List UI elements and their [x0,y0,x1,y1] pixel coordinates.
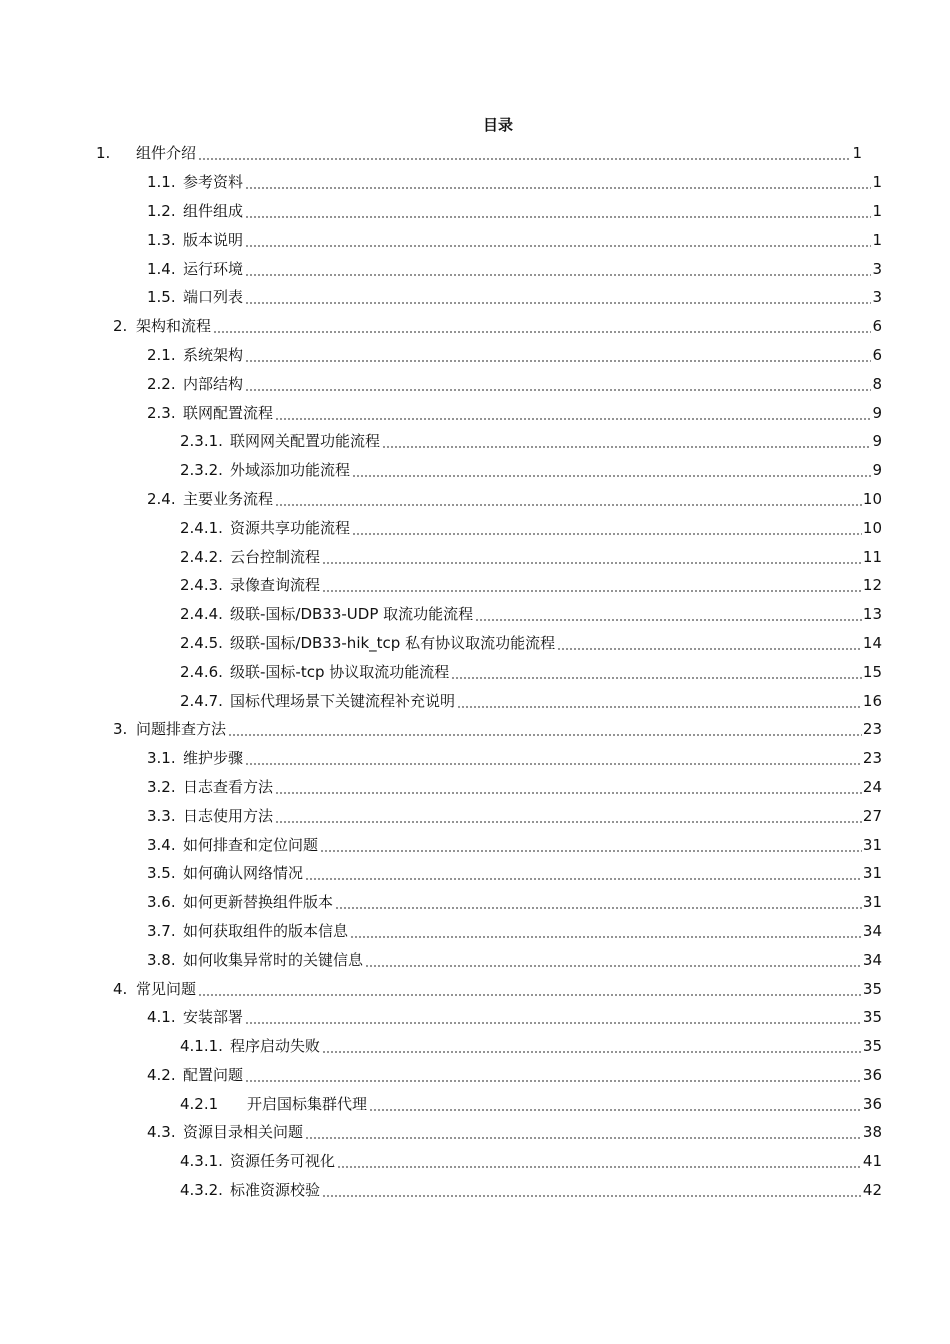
toc-dot-leader [557,633,862,653]
toc-entry-label: 资源共享功能流程 [230,518,351,537]
toc-entry[interactable] [0,888,950,917]
toc-entry[interactable] [0,801,950,830]
toc-entry-heading [0,143,852,163]
toc-entry-heading [0,1065,863,1085]
table-of-contents [0,139,950,1204]
toc-entry-page-number: 3 [872,259,882,278]
toc-entry-number: 1.3. [147,230,176,249]
toc-entry-heading [0,604,863,624]
toc-entry-label: 资源目录相关问题 [183,1123,304,1142]
toc-entry[interactable] [0,312,950,341]
toc-entry-page-number: 3 [872,288,882,307]
toc-entry[interactable] [0,974,950,1003]
toc-dot-leader [451,662,862,682]
toc-entry[interactable] [0,629,950,658]
toc-entry-page-number: 34 [862,950,882,969]
toc-entry-page-number: 6 [872,345,882,364]
toc-entry-page-number: 24 [862,777,882,796]
toc-dot-leader [275,777,862,797]
toc-entry[interactable] [0,1176,950,1205]
toc-entry-heading [0,662,863,682]
toc-entry-page-number: 14 [862,633,882,652]
toc-entry-page-number: 1 [872,173,882,192]
toc-entry-heading [0,950,863,970]
toc-entry-number: 4.3.2. [180,1181,223,1200]
toc-entry-number: 4. [113,979,128,998]
toc-entry[interactable] [0,917,950,946]
toc-entry-page-number: 41 [862,1152,882,1171]
toc-entry-label: 级联-国标/DB33-UDP 取流功能流程 [230,605,474,624]
toc-entry-label: 系统架构 [183,345,244,364]
toc-entry-page-number: 9 [872,461,882,480]
toc-entry-label: 版本说明 [183,230,244,249]
page-footer-right [830,1228,870,1236]
toc-entry-label: 级联-国标/DB33-hik_tcp 私有协议取流功能流程 [230,633,556,652]
toc-entry[interactable] [0,859,950,888]
toc-entry-label: 如何排查和定位问题 [183,835,319,854]
toc-entry-number: 4.2. [147,1065,176,1084]
toc-entry-label: 运行环境 [183,259,244,278]
toc-entry-heading [0,230,872,250]
toc-entry-page-number: 23 [862,749,882,768]
toc-entry-label: 如何确认网络情况 [183,864,304,883]
toc-entry-number: 2.4.6. [180,662,223,681]
toc-entry-number: 4.1. [147,1008,176,1027]
toc-entry[interactable] [0,945,950,974]
toc-entry[interactable] [0,1118,950,1147]
toc-dot-leader [352,460,871,480]
toc-dot-leader [352,518,862,538]
toc-dot-leader [245,1065,862,1085]
toc-entry-heading [0,489,863,509]
toc-entry-heading [0,287,872,307]
toc-entry[interactable] [0,686,950,715]
toc-entry-label: 主要业务流程 [183,489,274,508]
toc-entry-number: 2.4.1. [180,518,223,537]
toc-entry[interactable] [0,254,950,283]
toc-entry[interactable] [0,139,950,168]
toc-entry-page-number: 35 [862,979,882,998]
toc-entry-page-number: 23 [862,720,882,739]
toc-entry-number: 1.5. [147,288,176,307]
toc-entry-heading [0,748,863,768]
toc-entry-number: 3.2. [147,777,176,796]
toc-entry-number: 2.4.7. [180,691,223,710]
toc-entry-label: 组件组成 [183,201,244,220]
toc-entry[interactable] [0,1032,950,1061]
toc-entry-number: 3.1. [147,749,176,768]
toc-entry-number: 2.3.2. [180,461,223,480]
toc-dot-leader [245,345,871,365]
toc-entry-page-number: 1 [872,230,882,249]
toc-dot-leader [245,287,871,307]
toc-entry-number: 3. [113,720,128,739]
toc-entry-heading [0,835,863,855]
toc-entry[interactable] [0,542,950,571]
toc-entry-heading [0,1036,863,1056]
toc-entry-page-number: 10 [862,489,882,508]
page-footer-left [410,1228,590,1236]
toc-dot-leader [337,1151,862,1171]
toc-dot-leader [322,1180,862,1200]
toc-entry-number: 2.3.1. [180,432,223,451]
toc-dot-leader [245,172,871,192]
toc-entry-label: 级联-国标-tcp 协议取流功能流程 [230,662,450,681]
toc-entry-heading [0,719,863,739]
toc-dot-leader [382,431,871,451]
toc-entry-heading [0,921,863,941]
toc-entry-label: 如何获取组件的版本信息 [183,921,349,940]
toc-entry-page-number: 9 [872,432,882,451]
toc-dot-leader [213,316,871,336]
toc-dot-leader [228,719,862,739]
toc-entry-number: 3.4. [147,835,176,854]
toc-entry-label: 如何收集异常时的关键信息 [183,950,364,969]
toc-entry[interactable] [0,571,950,600]
toc-entry[interactable] [0,744,950,773]
toc-entry[interactable] [0,513,950,542]
toc-entry[interactable] [0,773,950,802]
toc-entry-label: 配置问题 [183,1065,244,1084]
toc-entry-heading [0,892,863,912]
toc-entry-heading [0,431,872,451]
toc-entry-page-number: 1 [872,201,882,220]
toc-entry[interactable] [0,1061,950,1090]
toc-dot-leader [245,201,871,221]
toc-dot-leader [245,230,871,250]
toc-entry-number: 2.3. [147,403,176,422]
toc-entry-number: 3.6. [147,893,176,912]
toc-entry-heading [0,259,872,279]
toc-entry-page-number: 35 [862,1037,882,1056]
toc-dot-leader [275,489,862,509]
toc-entry-heading [0,806,863,826]
toc-entry-number: 1.4. [147,259,176,278]
toc-entry-heading [0,518,863,538]
toc-entry-heading [0,1007,863,1027]
toc-entry-label: 联网配置流程 [183,403,274,422]
toc-entry-number: 3.3. [147,806,176,825]
toc-entry-label: 外域添加功能流程 [230,461,351,480]
toc-dot-leader [305,863,862,883]
toc-title: 目录 [482,116,513,134]
toc-entry-number: 4.3.1. [180,1152,223,1171]
toc-entry-label: 参考资料 [183,173,244,192]
toc-entry-label: 如何更新替换组件版本 [183,893,334,912]
toc-entry-page-number: 31 [862,864,882,883]
toc-entry-page-number: 34 [862,921,882,940]
toc-entry-page-number: 12 [862,576,882,595]
toc-entry[interactable] [0,1003,950,1032]
toc-entry-heading [0,979,863,999]
toc-entry-number: 2.4.3. [180,576,223,595]
toc-entry-heading [0,691,863,711]
toc-entry-label: 维护步骤 [183,749,244,768]
toc-entry[interactable] [0,485,950,514]
toc-entry-heading [0,547,863,567]
toc-entry-label: 架构和流程 [136,317,212,336]
toc-entry-page-number: 38 [862,1123,882,1142]
toc-dot-leader [475,604,862,624]
toc-entry-number: 2.4. [147,489,176,508]
toc-entry-page-number: 1 [852,144,862,163]
toc-entry-number: 1.2. [147,201,176,220]
toc-entry-label: 日志使用方法 [183,806,274,825]
toc-entry-heading [0,1094,863,1114]
toc-entry[interactable] [0,715,950,744]
toc-dot-leader [245,374,871,394]
toc-dot-leader [245,1007,862,1027]
toc-dot-leader [198,979,862,999]
toc-dot-leader [350,921,862,941]
toc-entry-number: 4.2.1 [180,1094,219,1113]
toc-entry-heading [0,374,872,394]
toc-entry-heading [0,1151,863,1171]
toc-entry-heading [0,460,872,480]
toc-entry-label: 联网网关配置功能流程 [230,432,381,451]
toc-entry-label: 录像查询流程 [230,576,321,595]
toc-entry[interactable] [0,456,950,485]
toc-entry-heading [0,863,863,883]
toc-entry-heading [0,345,872,365]
toc-entry-label: 安装部署 [183,1008,244,1027]
toc-entry-label: 组件介绍 [136,144,197,163]
toc-entry[interactable] [0,283,950,312]
toc-entry-number: 1. [96,144,111,163]
toc-dot-leader [322,547,862,567]
page-header-right [752,70,882,80]
toc-entry[interactable] [0,1147,950,1176]
toc-entry-number: 4.1.1. [180,1037,223,1056]
toc-entry-heading [0,403,872,423]
toc-entry-label: 程序启动失败 [230,1037,321,1056]
toc-entry-page-number: 36 [862,1094,882,1113]
toc-entry-heading [0,1180,863,1200]
toc-entry-page-number: 16 [862,691,882,710]
toc-entry-label: 常见问题 [136,979,197,998]
toc-entry-number: 2. [113,317,128,336]
toc-dot-leader [322,575,862,595]
toc-entry[interactable] [0,830,950,859]
toc-entry[interactable] [0,197,950,226]
toc-entry-number: 2.2. [147,374,176,393]
toc-dot-leader [198,143,851,163]
toc-dot-leader [365,950,862,970]
toc-dot-leader [457,691,862,711]
toc-entry-page-number: 27 [862,806,882,825]
toc-entry-heading [0,316,872,336]
toc-entry-label: 日志查看方法 [183,777,274,796]
toc-entry-label: 标准资源校验 [230,1181,321,1200]
toc-entry[interactable] [0,1089,950,1118]
toc-entry-page-number: 8 [872,374,882,393]
toc-entry-number: 4.3. [147,1123,176,1142]
toc-entry-heading [0,575,863,595]
toc-entry[interactable] [0,657,950,686]
toc-entry-number: 2.4.5. [180,633,223,652]
toc-entry-label: 开启国标集群代理 [247,1094,368,1113]
toc-entry-page-number: 31 [862,893,882,912]
toc-entry-heading [0,1122,863,1142]
toc-dot-leader [369,1094,862,1114]
toc-entry[interactable] [0,341,950,370]
toc-entry-page-number: 6 [872,317,882,336]
toc-entry-page-number: 35 [862,1008,882,1027]
toc-entry-number: 2.1. [147,345,176,364]
toc-entry-heading [0,633,863,653]
toc-entry-number: 3.5. [147,864,176,883]
toc-entry-heading [0,777,863,797]
toc-dot-leader [305,1122,862,1142]
toc-entry-label: 内部结构 [183,374,244,393]
toc-entry[interactable] [0,600,950,629]
toc-entry-page-number: 11 [862,547,882,566]
toc-entry-number: 3.7. [147,921,176,940]
toc-dot-leader [245,259,871,279]
toc-entry-number: 2.4.4. [180,605,223,624]
toc-entry-page-number: 31 [862,835,882,854]
toc-entry-page-number: 36 [862,1065,882,1084]
toc-dot-leader [320,835,862,855]
toc-dot-leader [322,1036,862,1056]
toc-entry[interactable] [0,427,950,456]
toc-entry[interactable] [0,369,950,398]
toc-entry-number: 1.1. [147,173,176,192]
toc-entry-heading [0,201,872,221]
toc-entry-number: 3.8. [147,950,176,969]
toc-entry-page-number: 10 [862,518,882,537]
toc-entry-heading [0,172,872,192]
toc-entry-label: 资源任务可视化 [230,1152,336,1171]
toc-entry-page-number: 42 [862,1181,882,1200]
toc-entry[interactable] [0,225,950,254]
toc-dot-leader [245,748,862,768]
toc-entry-label: 云台控制流程 [230,547,321,566]
toc-entry-page-number: 15 [862,662,882,681]
toc-entry-label: 端口列表 [183,288,244,307]
toc-entry-page-number: 9 [872,403,882,422]
toc-entry[interactable] [0,168,950,197]
toc-dot-leader [275,806,862,826]
toc-dot-leader [275,403,871,423]
toc-entry-number: 2.4.2. [180,547,223,566]
toc-entry-page-number: 13 [862,605,882,624]
page-header-left [404,70,584,80]
toc-entry[interactable] [0,398,950,427]
toc-dot-leader [335,892,862,912]
toc-entry-label: 国标代理场景下关键流程补充说明 [230,691,456,710]
toc-entry-label: 问题排查方法 [136,720,227,739]
